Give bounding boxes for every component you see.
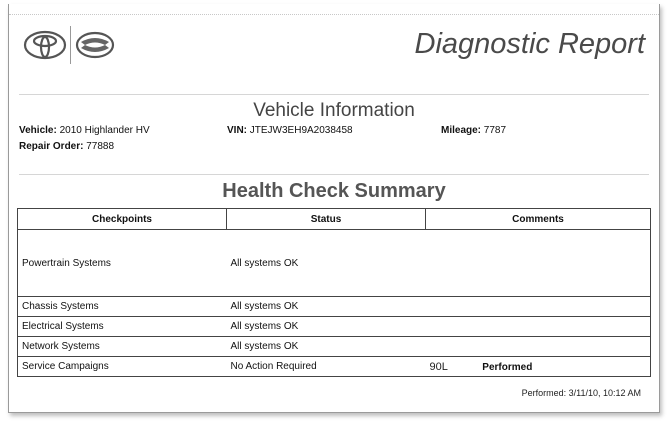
- vehicle-info-divider: [19, 174, 649, 175]
- column-header-checkpoints: Checkpoints: [18, 209, 227, 230]
- status-cell: No Action Required: [227, 357, 426, 377]
- status-cell: All systems OK: [227, 230, 426, 297]
- checkpoint-cell: Network Systems: [18, 337, 227, 357]
- status-cell: All systems OK: [227, 337, 426, 357]
- repair-order-label: Repair Order:: [19, 141, 84, 152]
- performed-timestamp: Performed: 3/11/10, 10:12 AM: [521, 388, 641, 398]
- repair-order-field: [19, 141, 114, 152]
- comment-cell: [426, 337, 651, 357]
- checkpoint-cell: Service Campaigns: [18, 357, 227, 377]
- status-cell: All systems OK: [227, 317, 426, 337]
- comment-cell: [426, 230, 651, 297]
- status-cell: All systems OK: [227, 297, 426, 317]
- column-header-comments: Comments: [426, 209, 651, 230]
- table-row: [18, 230, 651, 297]
- column-header-status: Status: [227, 209, 426, 230]
- brand-logos: [23, 26, 115, 64]
- mileage-label: Mileage:: [441, 125, 482, 136]
- table-row: [18, 337, 651, 357]
- vin-field: [227, 125, 353, 136]
- scion-logo-icon: [75, 30, 115, 60]
- checkpoint-cell: Electrical Systems: [18, 317, 227, 337]
- top-divider: [9, 14, 659, 15]
- mileage-value: 7787: [483, 125, 507, 136]
- comment-cell: [426, 357, 651, 377]
- checkpoint-cell: Chassis Systems: [18, 297, 227, 317]
- vehicle-field: [19, 125, 150, 136]
- logo-separator: [70, 26, 71, 64]
- vin-label: VIN:: [227, 125, 247, 136]
- report-sheet: [8, 4, 660, 413]
- toyota-logo-icon: [23, 30, 67, 60]
- table-row: [18, 317, 651, 337]
- health-check-table: [17, 208, 651, 377]
- comment-cell: [426, 317, 651, 337]
- report-title: Diagnostic Report: [414, 28, 645, 60]
- checkpoint-cell: Powertrain Systems: [18, 230, 227, 297]
- vin-value: JTEJW3EH9A2038458: [249, 125, 353, 136]
- table-header-row: [18, 209, 651, 230]
- campaign-code: 90L: [429, 360, 448, 373]
- repair-order-value: 77888: [86, 141, 115, 152]
- vehicle-label: Vehicle:: [19, 125, 57, 136]
- table-row: [18, 357, 651, 377]
- health-check-title: Health Check Summary: [222, 180, 446, 202]
- header-divider: [19, 94, 649, 95]
- table-row: [18, 297, 651, 317]
- campaign-comment: Performed: [482, 361, 533, 373]
- comment-cell: [426, 297, 651, 317]
- mileage-field: [441, 125, 506, 136]
- vehicle-value: 2010 Highlander HV: [59, 125, 150, 136]
- vehicle-info-title: Vehicle Information: [253, 100, 415, 121]
